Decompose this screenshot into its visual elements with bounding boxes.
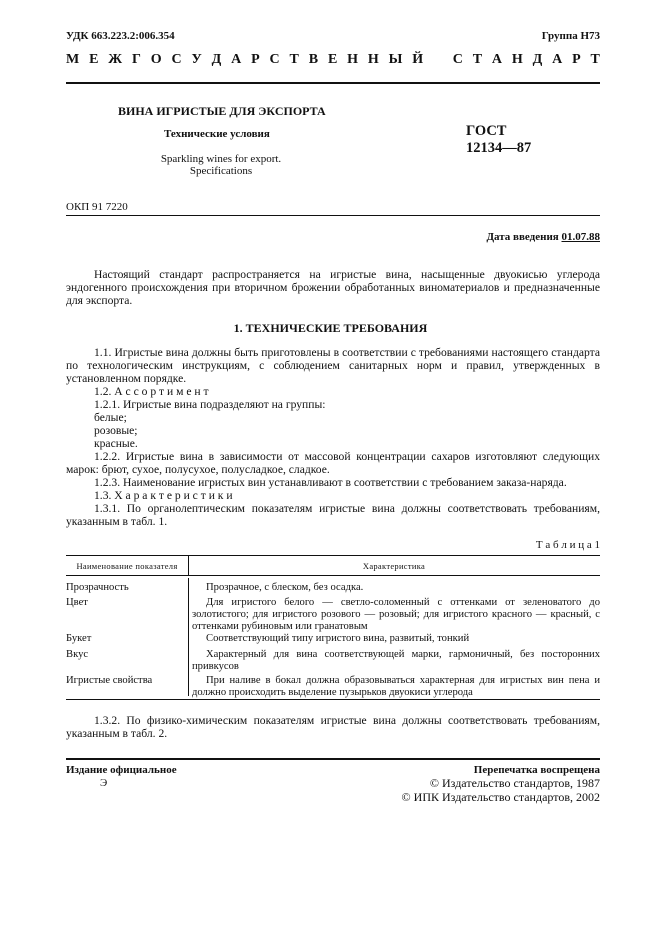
heading-letter: Т <box>590 52 600 67</box>
footer-divider <box>66 758 600 760</box>
heading-letter: Т <box>289 52 299 67</box>
gost-label: ГОСТ <box>466 123 507 139</box>
english-title-line2: Specifications <box>189 165 253 177</box>
paragraph-1-3-2: 1.3.2. По физико-химическим показателям игристые вина должны соответствовать требованиям, указанным в табл. 2. <box>66 714 600 740</box>
heading-letter: Р <box>572 52 581 67</box>
table-caption: Т а б л и ц а 1 <box>535 539 600 551</box>
paragraph-1-1: 1.1. Игристые вина должны быть приготовлены в соответствии с требованиями настоящего стандарта по технологическим инструкциям, с соблюдением санитарных норм и правил, утвержденных в установленном порядке. <box>66 346 600 385</box>
heading-letter: Т <box>472 52 483 67</box>
heading-letter: А <box>552 52 563 67</box>
okp-code: ОКП 91 7220 <box>66 201 128 213</box>
table-row-value: Соответствующий типу игристого вина, развитый, тонкий <box>206 633 470 644</box>
heading-letter: С <box>452 52 463 67</box>
paragraph-1-2-3: 1.2.3. Наименование игристых вин устанавливают в соответствии с требованием заказа-наряда. <box>94 476 567 489</box>
heading-letter: Е <box>327 52 338 67</box>
group-item: розовые; <box>94 424 138 437</box>
paragraph-1-3: 1.3. Х а р а к т е р и с т и к и <box>94 489 233 502</box>
gost-number: 12134—87 <box>466 140 532 156</box>
copyright-1987: © Издательство стандартов, 1987 <box>429 776 600 790</box>
section-heading: 1. ТЕХНИЧЕСКИЕ ТРЕБОВАНИЯ <box>233 321 428 335</box>
table-row-name: Прозрачность <box>66 582 129 593</box>
header-divider <box>66 82 600 84</box>
table-top-border <box>66 555 600 556</box>
paragraph-1-2: 1.2. А с с о р т и м е н т <box>94 385 209 398</box>
heading-letter: Ы <box>388 52 403 67</box>
table-row-value: Характерный для вина соответствующей марки, гармоничный, без посторонних привкусов <box>192 649 600 673</box>
group-item: красные. <box>94 437 138 450</box>
gost-block <box>466 123 531 157</box>
table-col-char-header: Характеристика <box>362 561 426 571</box>
heading-letter: Д <box>211 52 222 67</box>
heading-letter: Н <box>511 52 523 67</box>
heading-letter: Р <box>251 52 260 67</box>
english-title-line1: Sparkling wines for export. <box>160 153 282 165</box>
heading-letter: О <box>150 52 162 67</box>
effective-date-label: Дата введения <box>486 231 559 243</box>
heading-letter: Г <box>131 52 141 67</box>
table-row-name: Игристые свойства <box>66 675 153 686</box>
table-row-value: При наливе в бокал должна образовываться характерная для игристых вин пена и должно происходить выделение пузырьков двуокиси углерода <box>192 675 600 699</box>
heading-letter: Й <box>412 52 424 67</box>
table-row-value: Для игристого белого — светло-соломенный с оттенками от зеленоватого до золотистого; для игристого розового — розовый; для игристого красного — красный, с оттенками рубиновым или гранатовым <box>192 597 600 633</box>
document-subtitle: Технические условия <box>164 128 270 140</box>
table-row-name: Букет <box>66 633 92 644</box>
heading-letter: А <box>491 52 503 67</box>
heading-letter: В <box>308 52 319 67</box>
paragraph-1-2-1: 1.2.1. Игристые вина подразделяют на группы: <box>94 398 326 411</box>
heading-letter: Ж <box>108 52 123 67</box>
heading-letter: С <box>171 52 182 67</box>
table-body-divider <box>188 578 189 696</box>
table-row-value: Прозрачное, с блеском, без осадка. <box>206 582 364 593</box>
table-row-name: Вкус <box>66 649 89 660</box>
edition-mark: Э <box>100 777 108 789</box>
group-code: Группа Н73 <box>541 30 600 42</box>
heading-letter: Н <box>367 52 379 67</box>
heading-letter: У <box>191 52 202 67</box>
udk-code: УДК 663.223.2:006.354 <box>66 30 175 42</box>
official-edition: Издание официальное <box>66 764 177 776</box>
heading-letter: С <box>269 52 280 67</box>
heading-letter: Н <box>347 52 359 67</box>
paragraph-1-2-2: 1.2.2. Игристые вина в зависимости от массовой концентрации сахаров изготовляют следующих марок: брют, сухое, полусухое, полусладкое, сладкое. <box>66 450 600 476</box>
table-row-name: Цвет <box>66 597 88 608</box>
standard-type-heading <box>66 52 600 72</box>
group-item: белые; <box>94 411 127 424</box>
heading-letter: М <box>66 52 80 67</box>
heading-letter: Д <box>532 52 543 67</box>
document-title: ВИНА ИГРИСТЫЕ ДЛЯ ЭКСПОРТА <box>118 104 326 118</box>
copyright-2002: © ИПК Издательство стандартов, 2002 <box>401 790 600 804</box>
intro-paragraph: Настоящий стандарт распространяется на игристые вина, насыщенные двуокисью углерода эндогенного происхождения при вторичном брожении обработанных виноматериалов и предназначенные для экспорта. <box>66 268 600 307</box>
paragraph-1-3-1: 1.3.1. По органолептическим показателям игристые вина должны соответствовать требованиям, указанным в табл. 1. <box>66 502 600 528</box>
table-col-name-header: Наименование показателя <box>76 561 178 571</box>
english-title <box>160 153 282 177</box>
heading-letter: А <box>231 52 242 67</box>
reprint-notice: Перепечатка воспрещена <box>473 764 600 776</box>
heading-letter: Е <box>89 52 99 67</box>
table-header-bottom-border <box>66 575 600 576</box>
okp-divider <box>66 215 600 216</box>
effective-date-value: 01.07.88 <box>561 231 600 243</box>
table-bottom-border <box>66 699 600 700</box>
effective-date <box>486 231 600 243</box>
